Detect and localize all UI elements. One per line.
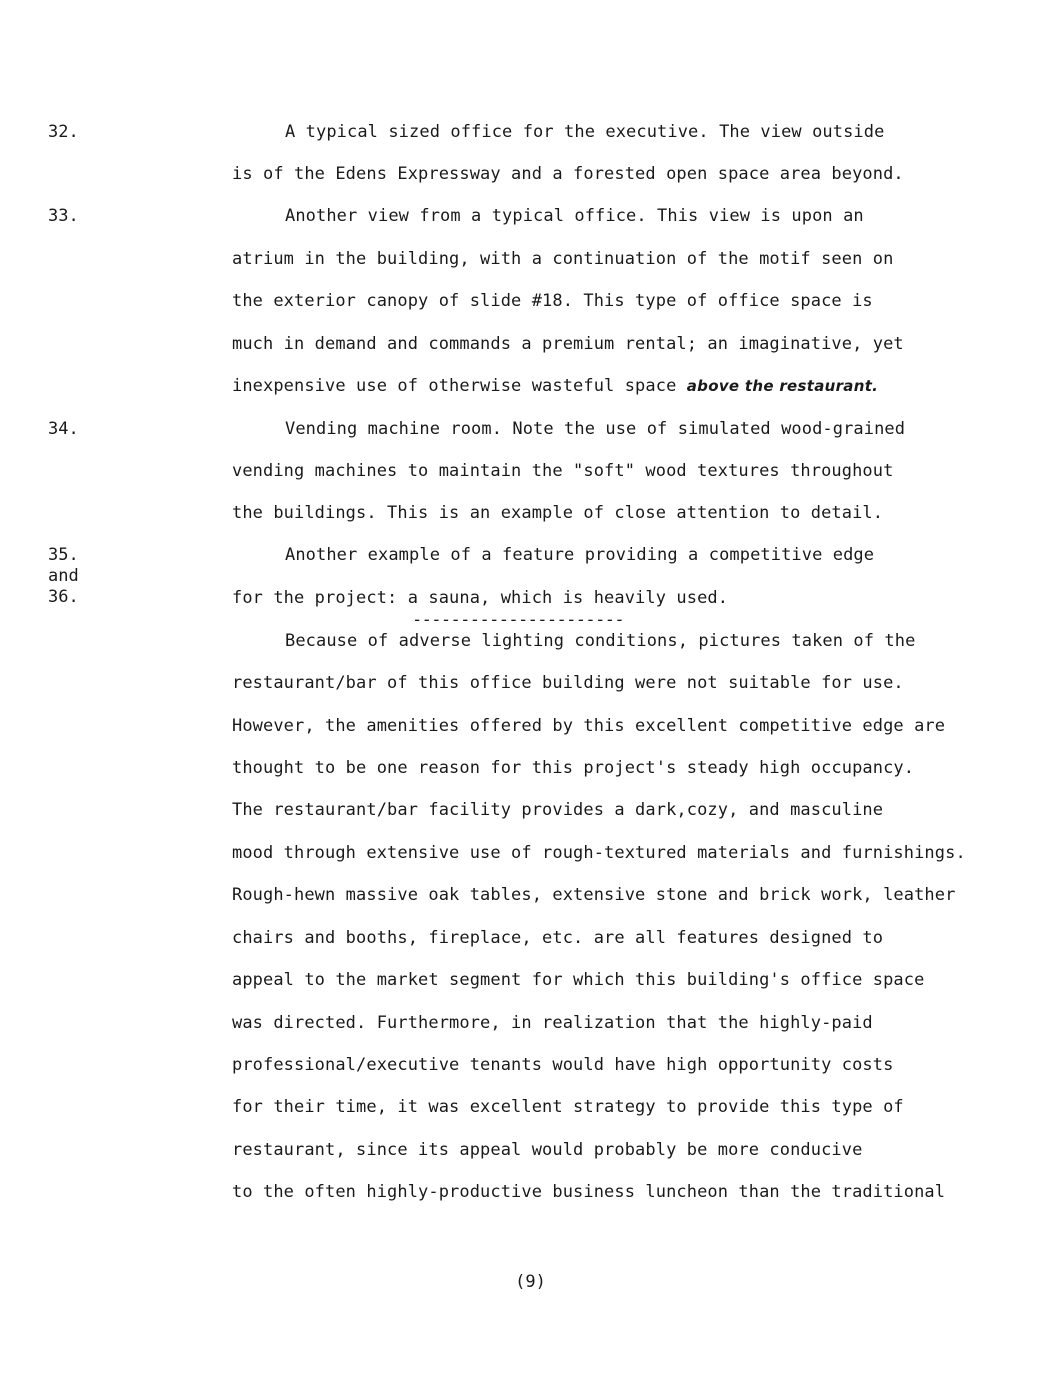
paragraph-line: Rough-hewn massive oak tables, extensive stone and brick work, leather	[232, 885, 956, 905]
item-line-with-annotation	[232, 376, 878, 396]
item-line: the exterior canopy of slide #18. This type of office space is	[232, 291, 873, 311]
dashed-separator: ----------------------	[412, 610, 624, 630]
item-line: vending machines to maintain the "soft" wood textures throughout	[232, 461, 894, 481]
item-line-text: inexpensive use of otherwise wasteful space	[232, 376, 677, 396]
item-line: atrium in the building, with a continuation of the motif seen on	[232, 249, 894, 269]
paragraph-line: professional/executive tenants would have high opportunity costs	[232, 1055, 894, 1075]
paragraph-line: mood through extensive use of rough-textured materials and furnishings.	[232, 843, 966, 863]
paragraph-line: Because of adverse lighting conditions, pictures taken of the	[285, 631, 916, 651]
item-number-and: and	[48, 566, 79, 586]
item-number: 33.	[48, 206, 79, 226]
paragraph-line: was directed. Furthermore, in realization that the highly-paid	[232, 1013, 873, 1033]
item-line: for the project: a sauna, which is heavily used.	[232, 588, 729, 608]
item-line: the buildings. This is an example of close attention to detail.	[232, 503, 884, 523]
item-line: A typical sized office for the executive. The view outside	[285, 122, 885, 142]
paragraph-line: to the often highly-productive business luncheon than the traditional	[232, 1182, 946, 1202]
paragraph-line: thought to be one reason for this project's steady high occupancy.	[232, 758, 915, 778]
paragraph-line: chairs and booths, fireplace, etc. are all features designed to	[232, 928, 884, 948]
item-number: 34.	[48, 419, 79, 439]
item-number: 32.	[48, 122, 79, 142]
handwritten-annotation: above the restaurant.	[686, 377, 879, 395]
item-line: is of the Edens Expressway and a forested open space area beyond.	[232, 164, 904, 184]
item-number: 36.	[48, 587, 79, 607]
item-line: Vending machine room. Note the use of simulated wood-grained	[285, 419, 906, 439]
item-line: much in demand and commands a premium rental; an imaginative, yet	[232, 334, 904, 354]
paragraph-line: restaurant/bar of this office building were not suitable for use.	[232, 673, 904, 693]
paragraph-line: However, the amenities offered by this excellent competitive edge are	[232, 716, 946, 736]
item-line: Another view from a typical office. This view is upon an	[285, 206, 864, 226]
page-number: (9)	[515, 1272, 546, 1292]
paragraph-line: appeal to the market segment for which this building's office space	[232, 970, 925, 990]
paragraph-line: The restaurant/bar facility provides a dark,cozy, and masculine	[232, 800, 884, 820]
item-number: 35.	[48, 545, 79, 565]
paragraph-line: for their time, it was excellent strategy to provide this type of	[232, 1097, 904, 1117]
paragraph-line: restaurant, since its appeal would probably be more conducive	[232, 1140, 863, 1160]
item-line: Another example of a feature providing a competitive edge	[285, 545, 875, 565]
